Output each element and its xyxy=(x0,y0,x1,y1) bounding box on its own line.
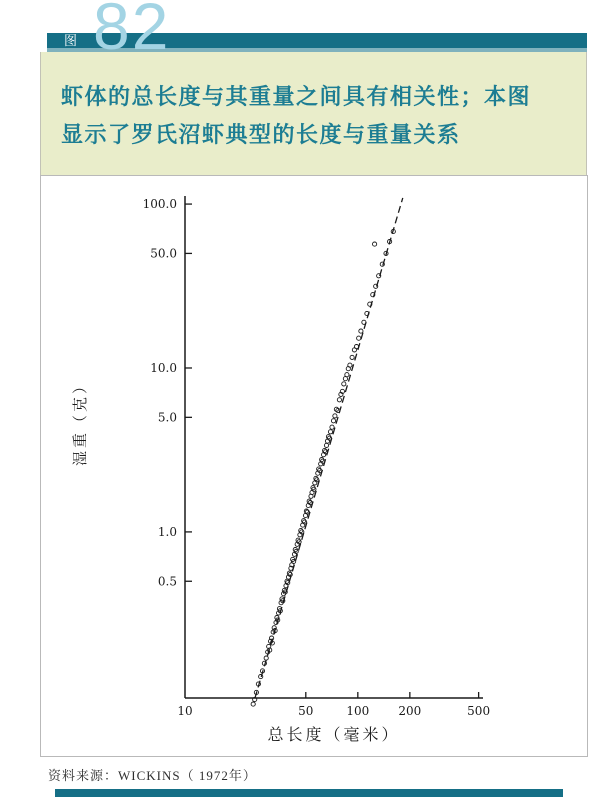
footer-teal-bar xyxy=(55,789,563,797)
data-point xyxy=(272,626,276,630)
figure-number: 82 xyxy=(93,0,171,63)
data-point xyxy=(330,425,334,429)
source-credit: 资料来源：WICKINS（ 1972年） xyxy=(48,768,257,783)
data-point xyxy=(337,398,341,402)
data-point xyxy=(251,702,255,706)
y-axis-title: 湿重（克） xyxy=(73,376,89,467)
figure-label: 图 xyxy=(64,33,78,48)
y-tick-label: 0.5 xyxy=(157,574,177,589)
data-point xyxy=(348,363,352,367)
data-points xyxy=(251,229,395,706)
data-point xyxy=(331,419,335,423)
x-tick-label: 50 xyxy=(298,704,314,718)
data-point xyxy=(357,336,361,340)
chart-panel xyxy=(40,175,588,757)
y-tick-label: 100.0 xyxy=(142,197,177,212)
regression-line xyxy=(255,198,403,698)
data-point xyxy=(373,242,377,246)
data-point xyxy=(264,656,268,660)
caption-line-1: 虾体的总长度与其重量之间具有相关性；本图 xyxy=(61,84,532,109)
x-tick-label: 10 xyxy=(177,704,193,718)
caption-line-2: 显示了罗氏沼虾典型的长度与重量关系 xyxy=(61,122,461,147)
x-axis-title: 总长度（毫米） xyxy=(267,727,401,744)
data-point xyxy=(305,510,309,514)
y-tick-label: 10.0 xyxy=(150,360,177,375)
x-tick-label: 200 xyxy=(398,704,422,718)
data-point xyxy=(328,430,332,434)
data-point xyxy=(354,345,358,349)
length-weight-scatter-plot xyxy=(41,176,587,756)
data-point xyxy=(324,443,328,447)
x-tick-label: 100 xyxy=(346,704,370,718)
caption-text xyxy=(61,78,571,154)
data-point xyxy=(345,373,349,377)
data-point xyxy=(333,414,337,418)
caption-panel xyxy=(40,52,587,175)
data-point xyxy=(350,355,354,359)
data-point xyxy=(359,329,363,333)
x-tick-label: 500 xyxy=(467,704,491,718)
data-point xyxy=(342,382,346,386)
y-tick-label: 5.0 xyxy=(157,410,177,425)
y-tick-label: 1.0 xyxy=(157,524,177,539)
y-tick-label: 50.0 xyxy=(150,246,177,261)
